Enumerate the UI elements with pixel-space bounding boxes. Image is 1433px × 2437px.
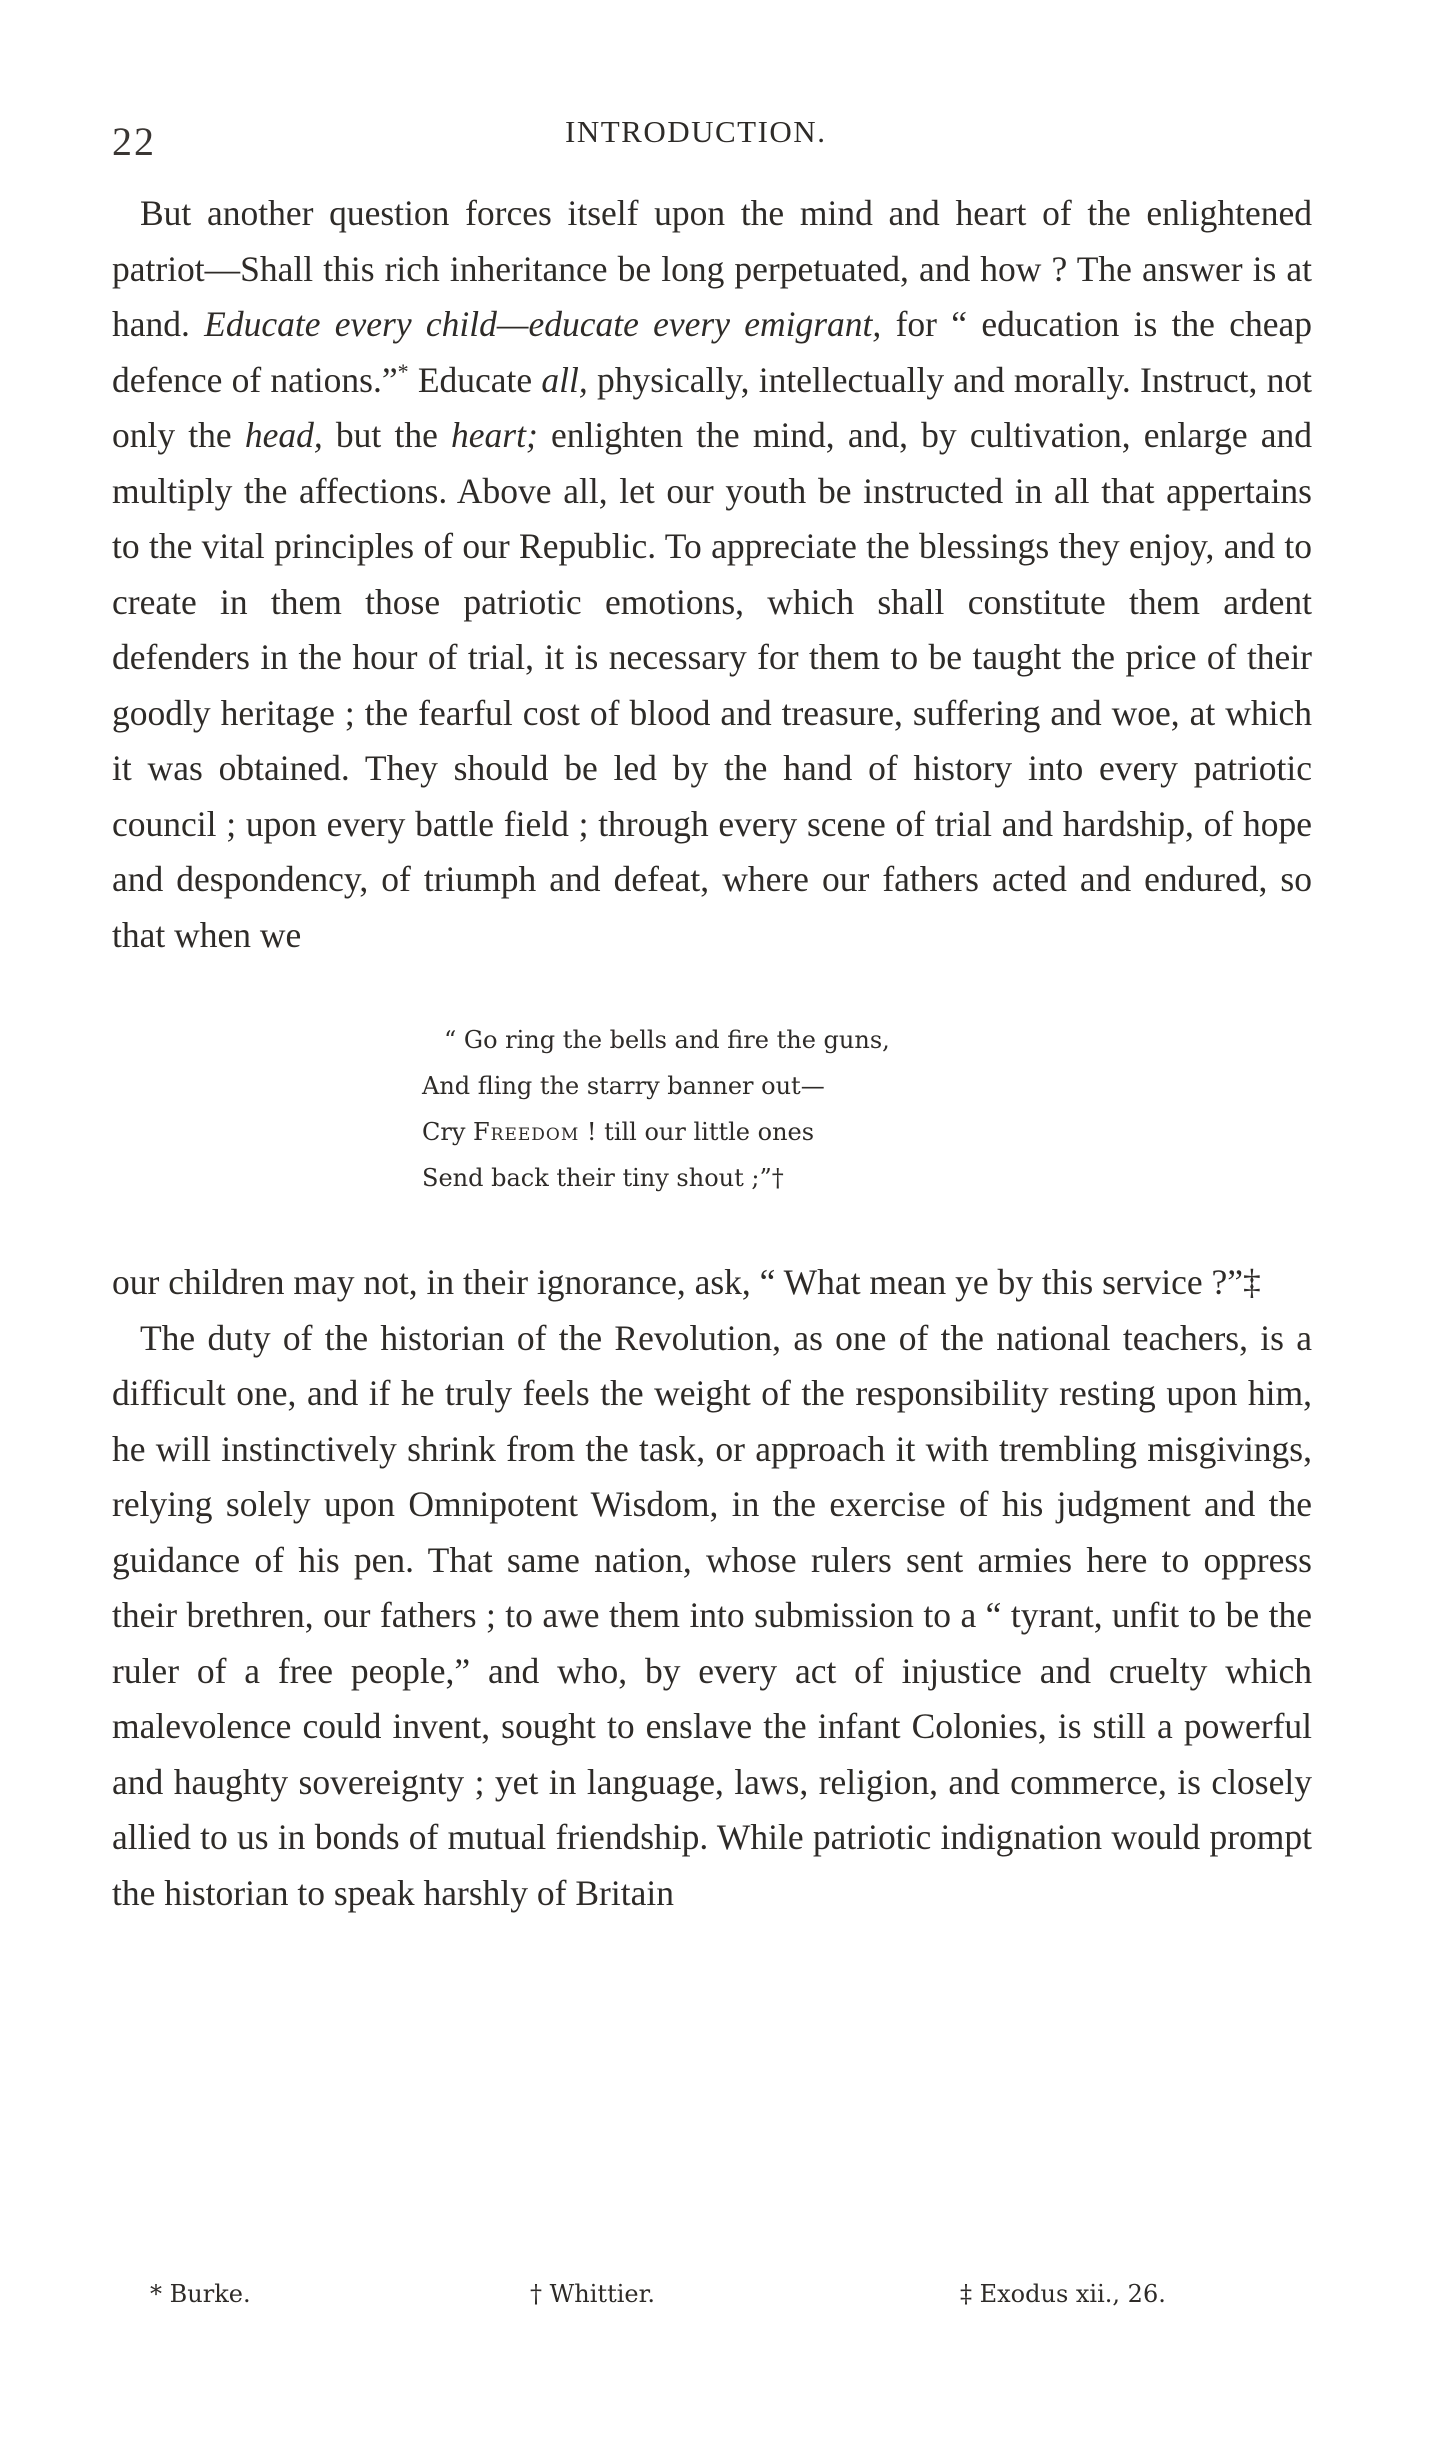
verse-line: Send back their tiny shout ;”† <box>422 1164 784 1192</box>
verse-line: “ Go ring the bells and fire the guns, <box>444 1026 890 1054</box>
emphasis-text: heart; <box>451 415 538 455</box>
body-text <box>112 186 1312 1921</box>
text-run: for “ education is the cheap defence of nations.” <box>112 304 1312 400</box>
paragraph-2: our children may not, in their ignorance, ask, “ What mean ye by this service ?”‡ <box>112 1262 1261 1302</box>
emphasis-text: all, <box>541 359 588 400</box>
text-run: physically, intellectually and morally. Instruct, not only the <box>112 359 1312 455</box>
running-head: INTRODUCTION. <box>565 114 827 149</box>
verse-quotation <box>112 1017 1312 1201</box>
verse-text: Cry <box>422 1118 474 1146</box>
text-run: Educate <box>408 359 542 400</box>
text-run: But another question forces itself upon the mind and heart of the enlightened patriot—Shall this rich inheritance be long perpetuated, and how ? The answer is at hand. <box>112 193 1312 344</box>
footnote-burke: * Burke. <box>150 2280 251 2308</box>
text-run: but the <box>322 415 452 455</box>
small-caps-text: Freedom <box>473 1118 580 1146</box>
footnote-whittier: † Whittier. <box>530 2280 656 2308</box>
page-number: 22 <box>112 119 156 164</box>
page-header <box>0 110 1433 170</box>
paragraph-1 <box>112 186 1312 963</box>
paragraph-3: The duty of the historian of the Revolution, as one of the national teachers, is a difficult one, and if he truly feels the weight of the responsibility resting upon him, he will instinctively shrink from the task, or approach it with trembling misgivings, relying solely upon Omnipotent Wisdom, in the exercise of his judgment and the guidance of his pen. That same nation, whose rulers sent armies here to oppress their brethren, our fathers ; to awe them into submission to a “ tyrant, unfit to be the ruler of a free people,” and who, by every act of injustice and cruelty which malevolence could invent, sought to enslave the infant Colonies, is still a powerful and haughty sovereignty ; yet in language, laws, religion, and commerce, is closely allied to us in bonds of mutual friendship. While patriotic indignation would prompt the historian to speak harshly of Britain <box>112 1317 1312 1913</box>
verse-line <box>422 1109 1312 1155</box>
footnote-marker: * <box>397 358 409 384</box>
footnote-exodus: ‡ Exodus xii., 26. <box>960 2280 1166 2308</box>
footnotes <box>150 2280 1250 2320</box>
text-run: enlighten the mind, and, by cultivation, enlarge and multiply the affections. Above all, let our youth be instructed in all that appertains to the vital principles of our Republic. To appreciate the blessings they enjoy, and to create in them those patriotic emotions, which shall constitute them ardent defenders in the hour of trial, it is necessary for them to be taught the price of their goodly heritage ; the fearful cost of blood and treasure, suffering and woe, at which it was obtained. They should be led by the hand of history into every patriotic council ; upon every battle field ; through every scene of trial and hardship, of hope and despondency, of triumph and defeat, where our fathers acted and endured, so that when we <box>112 415 1313 955</box>
emphasis-text: Educate every child—educate every emigrant, <box>204 304 882 344</box>
verse-line <box>422 1063 1312 1109</box>
emphasis-text: head, <box>244 415 323 455</box>
verse-text: ! till our little ones <box>579 1118 815 1146</box>
verse-text: And fling the starry banner out— <box>422 1072 825 1100</box>
